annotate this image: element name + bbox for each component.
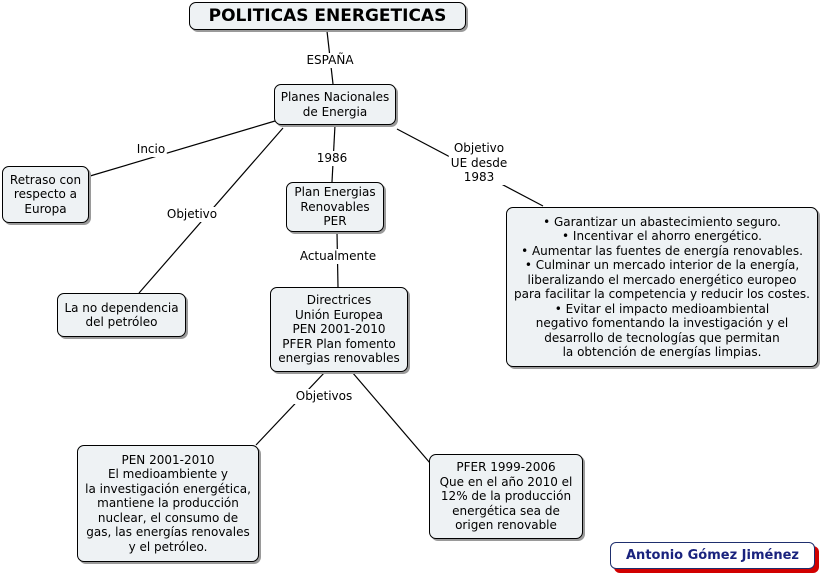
connector-directrices-pfer	[352, 372, 430, 463]
link-label-objetivo-ue: Objetivo UE desde 1983	[450, 141, 508, 184]
node-planes-nacionales[interactable]	[274, 84, 396, 125]
map-title: POLITICAS ENERGETICAS	[189, 2, 466, 30]
node-retraso[interactable]	[2, 166, 89, 223]
node-retraso-label: Retraso con respecto a Europa	[9, 172, 82, 216]
node-per[interactable]	[286, 182, 384, 232]
connector-planes-retraso	[90, 121, 275, 176]
link-label-incio: Incio	[136, 142, 166, 156]
node-dependencia[interactable]	[57, 293, 186, 337]
link-label-objetivo: Objetivo	[166, 207, 218, 221]
node-objetivos-ue-label: • Garantizar un abastecimiento seguro. • Incentivar el ahorro energético. • Aumentar las fuentes de energía renovables. • Culminar un mercado interior de la energía, liberalizando el mercado energético europeo para facilitar la competencia y reducir los costes. • Evitar el impacto medioambiental negativo fomentando la investigación y el desarrollo de tecnologías que permitan la obtención de energías limpias.	[514, 214, 810, 359]
node-per-label: Plan Energias Renovables PER	[294, 185, 376, 229]
node-pen-label: PEN 2001-2010 El medioambiente y la investigación energética, mantiene la producción nuclear, el consumo de gas, las energías renovales y el petróleo.	[85, 452, 251, 554]
link-label-espana: ESPAÑA	[306, 53, 354, 67]
node-objetivos-ue[interactable]	[506, 207, 818, 367]
author-badge: Antonio Gómez Jiménez	[610, 542, 815, 569]
node-directrices-label: Directrices Unión Europea PEN 2001-2010 PFER Plan fomento energias renovables	[278, 293, 400, 366]
connector-directrices-pen	[256, 372, 325, 445]
link-label-actualmente: Actualmente	[299, 249, 377, 263]
link-label-1986: 1986	[316, 151, 348, 165]
node-pfer[interactable]	[429, 454, 583, 539]
node-pfer-label: PFER 1999-2006 Que en el año 2010 el 12% de la producción energética sea de origen renovable	[439, 460, 573, 533]
link-label-objetivos: Objetivos	[295, 389, 353, 403]
node-planes-nacionales-label: Planes Nacionales de Energia	[280, 90, 390, 119]
node-pen[interactable]	[77, 445, 259, 562]
node-directrices[interactable]	[270, 287, 408, 372]
node-dependencia-label: La no dependencia del petróleo	[64, 300, 179, 329]
